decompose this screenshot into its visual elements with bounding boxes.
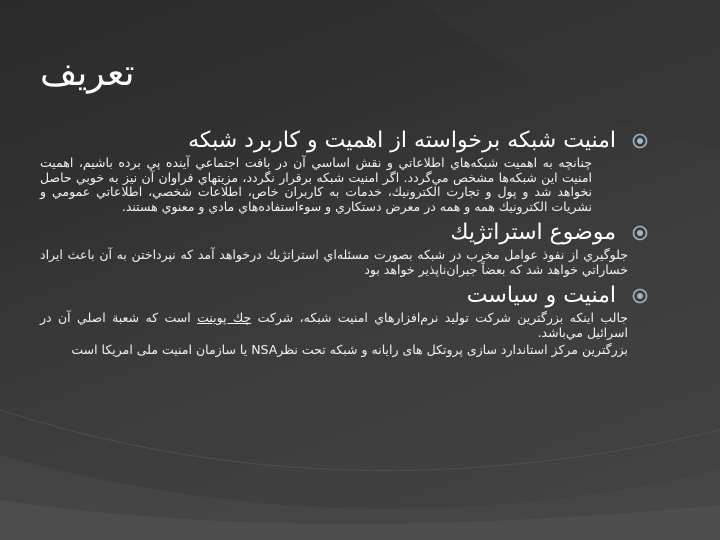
bullet-heading: امنيت و سياست: [466, 283, 616, 308]
bullet-section-politics: [40, 281, 620, 311]
paragraph-nsa: بزرگترین مرکز استاندارد سازی پروتکل های رایانه و شبکه تحت نظرNSA یا سازمان امنیت ملی امریکا است: [71, 342, 628, 357]
circle-bullet-icon: [632, 225, 648, 241]
paragraph-text: جالب اينكه بزرگترين شركت توليد نرم‌افزارهاي امنيت شبكه، شركت: [251, 310, 629, 325]
paragraph-text: است كه شعبة اصلي آن در اسرائيل مي‌باشد.: [40, 310, 628, 340]
circle-bullet-icon: [632, 133, 648, 149]
slide-content: [40, 126, 629, 358]
bullet-section-network-security: [40, 126, 620, 156]
company-link[interactable]: چك پوينت: [197, 310, 252, 325]
bullet-heading: موضوع استراتژيك: [450, 220, 616, 245]
slide-title: تعریف: [40, 53, 135, 94]
paragraph-checkpoint: [40, 311, 628, 340]
paragraph-strategic: جلوگيري از نفوذ عوامل مخرب در شبكه بصورت مسئله‌اي استراتژيك درخواهد آمد كه نپرداختن به آن باعث ايراد خساراتي خواهد شد كه بعضاً جبران‌ناپذير خواهد بود: [40, 247, 628, 277]
circle-bullet-icon: [632, 288, 648, 304]
paragraph-importance: چنانچه به اهميت شبكه‌هاي اطلاعاتي و نقش اساسي آن در بافت اجتماعي آينده پي برده باشيم، اهميت امنيت اين شبكه‌ها مشخص مي‌گردد. اگر امنيت شبكه برقرار نگردد، مزيتهاي فراوان آن نيز به خوبي حاصل نخواهد شد و پول و تجارت الكترونيك، خدمات به كاربران خاص، اطلاعات شخصي، اطلاعاتي عمومي و نشريات الكترونيك همه و همه در معرض دستكاري و سوءاستفاده‌هاي مادي و معنوي هستند.: [40, 155, 592, 214]
bullet-section-strategic: [40, 218, 620, 248]
bullet-heading: امنيت شبكه برخواسته از اهميت و كاربرد شبكه: [188, 128, 616, 153]
